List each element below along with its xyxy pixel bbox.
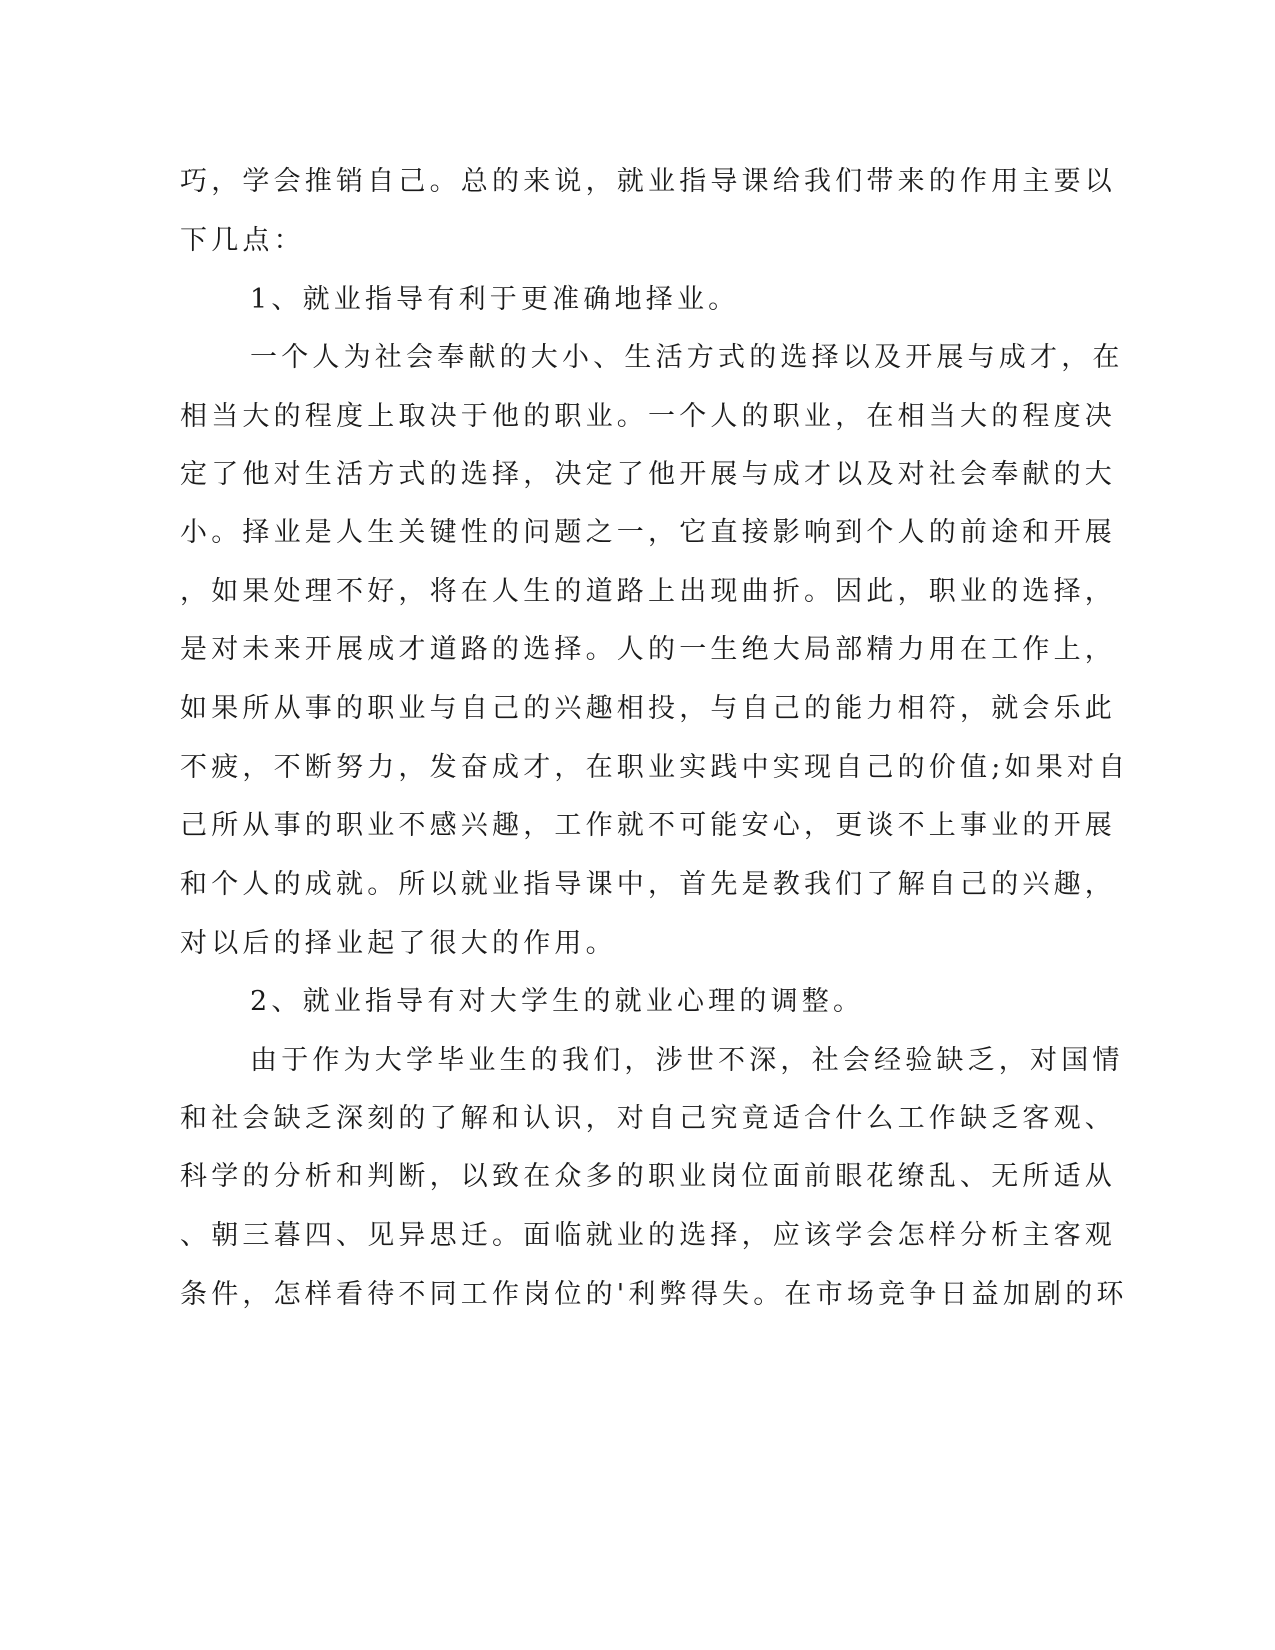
section-heading: 1、就业指导有利于更准确地择业。: [250, 284, 740, 315]
text-line: 是对未来开展成才道路的选择。人的一生绝大局部精力用在工作上，: [180, 634, 1116, 665]
text-line: 和个人的成就。所以就业指导课中，首先是教我们了解自己的兴趣，: [180, 869, 1116, 900]
text-line: 巧，学会推销自己。总的来说，就业指导课给我们带来的作用主要以: [180, 166, 1116, 197]
text-line: 下几点：: [180, 225, 305, 256]
text-line: 如果所从事的职业与自己的兴趣相投，与自己的能力相符，就会乐此: [180, 693, 1116, 724]
text-line: 、朝三暮四、见异思迁。面临就业的选择，应该学会怎样分析主客观: [180, 1220, 1116, 1251]
text-line: 科学的分析和判断，以致在众多的职业岗位面前眼花缭乱、无所适从: [180, 1161, 1116, 1192]
text-line: 和社会缺乏深刻的了解和认识，对自己究竟适合什么工作缺乏客观、: [180, 1103, 1116, 1134]
text-line: 条件，怎样看待不同工作岗位的'利弊得失。在市场竞争日益加剧的环: [180, 1279, 1128, 1310]
section-heading: 2、就业指导有对大学生的就业心理的调整。: [250, 986, 865, 1017]
text-line: 己所从事的职业不感兴趣，工作就不可能安心，更谈不上事业的开展: [180, 810, 1116, 841]
paragraph-first-line: 由于作为大学毕业生的我们，涉世不深，社会经验缺乏，对国情: [250, 1045, 1124, 1076]
paragraph-first-line: 一个人为社会奉献的大小、生活方式的选择以及开展与成才，在: [250, 342, 1124, 373]
text-line: 相当大的程度上取决于他的职业。一个人的职业，在相当大的程度决: [180, 401, 1116, 432]
text-line: 定了他对生活方式的选择，决定了他开展与成才以及对社会奉献的大: [180, 459, 1116, 490]
text-line: 小。择业是人生关键性的问题之一，它直接影响到个人的前途和开展: [180, 517, 1116, 548]
text-line: ，如果处理不好，将在人生的道路上出现曲折。因此，职业的选择，: [180, 576, 1116, 607]
text-line: 不疲，不断努力，发奋成才，在职业实践中实现自己的价值;如果对自: [180, 752, 1130, 783]
text-line: 对以后的择业起了很大的作用。: [180, 928, 617, 959]
